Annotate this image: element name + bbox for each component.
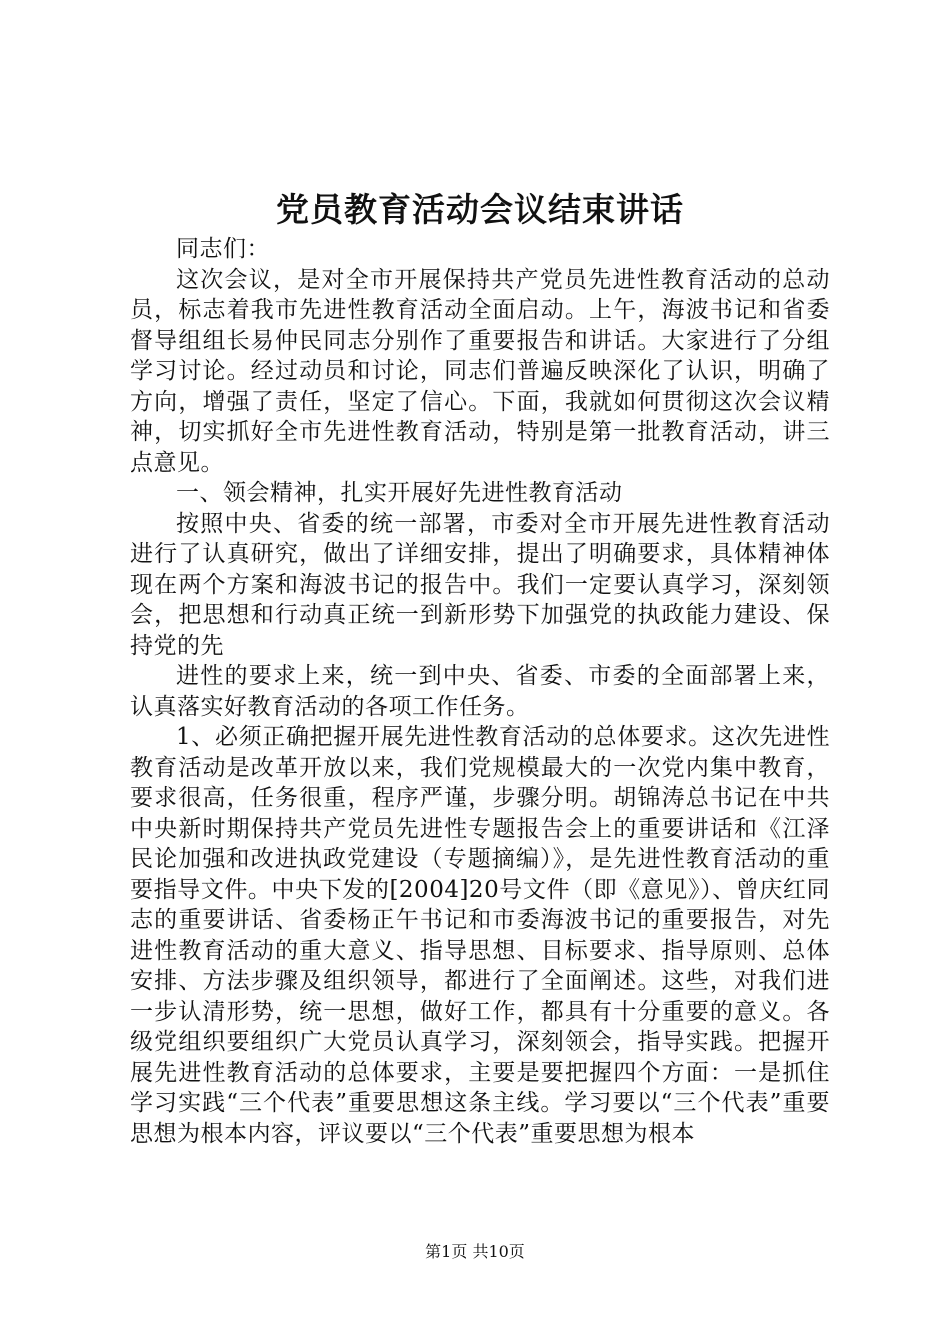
paragraph-section-1-b: 进性的要求上来，统一到中央、省委、市委的全面部署上来，认真落实好教育活动的各项工作任务。 — [130, 663, 830, 720]
page-number-footer: 第1页 共10页 — [425, 1242, 525, 1261]
document-body — [130, 234, 830, 1149]
document-page — [130, 0, 830, 1344]
paragraph-intro: 这次会议，是对全市开展保持共产党员先进性教育活动的总动员，标志着我市先进性教育活动全面启动。上午，海波书记和省委督导组组长易仲民同志分别作了重要报告和讲话。大家进行了分组学习讨论。经过动员和讨论，同志们普遍反映深化了认识，明确了方向，增强了责任，坚定了信心。下面，我就如何贯彻这次会议精神，切实抓好全市先进性教育活动，特别是第一批教育活动，讲三点意见。 — [130, 266, 830, 476]
paragraph-section-1-a: 按照中央、省委的统一部署，市委对全市开展先进性教育活动进行了认真研究，做出了详细安排，提出了明确要求，具体精神体现在两个方案和海波书记的报告中。我们一定要认真学习，深刻领会，把思想和行动真正统一到新形势下加强党的执政能力建设、保持党的先 — [130, 510, 830, 659]
section-heading-1: 一、领会精神，扎实开展好先进性教育活动 — [176, 480, 623, 506]
paragraph-salutation: 同志们： — [176, 236, 270, 262]
document-title: 党员教育活动会议结束讲话 — [276, 190, 684, 229]
paragraph-point-1: 1、必须正确把握开展先进性教育活动的总体要求。这次先进性教育活动是改革开放以来，我们党规模最大的一次党内集中教育，要求很高，任务很重，程序严谨，步骤分明。胡锦涛总书记在中共中央新时期保持共产党员先进性专题报告会上的重要讲话和《江泽民论加强和改进执政党建设（专题摘编）》，是先进性教育活动的重要指导文件。中央下发的[2004]20号文件（即《意见》）、曾庆红同志的重要讲话、省委杨正午书记和市委海波书记的重要报告，对先进性教育活动的重大意义、指导思想、目标要求、指导原则、总体安排、方法步骤及组织领导，都进行了全面阐述。这些，对我们进一步认清形势，统一思想，做好工作，都具有十分重要的意义。各级党组织要组织广大党员认真学习，深刻领会，指导实践。把握开展先进性教育活动的总体要求，主要是要把握四个方面：一是抓住学习实践“三个代表”重要思想这条主线。学习要以“三个代表”重要思想为根本内容，评议要以“三个代表”重要思想为根本 — [130, 724, 830, 1147]
